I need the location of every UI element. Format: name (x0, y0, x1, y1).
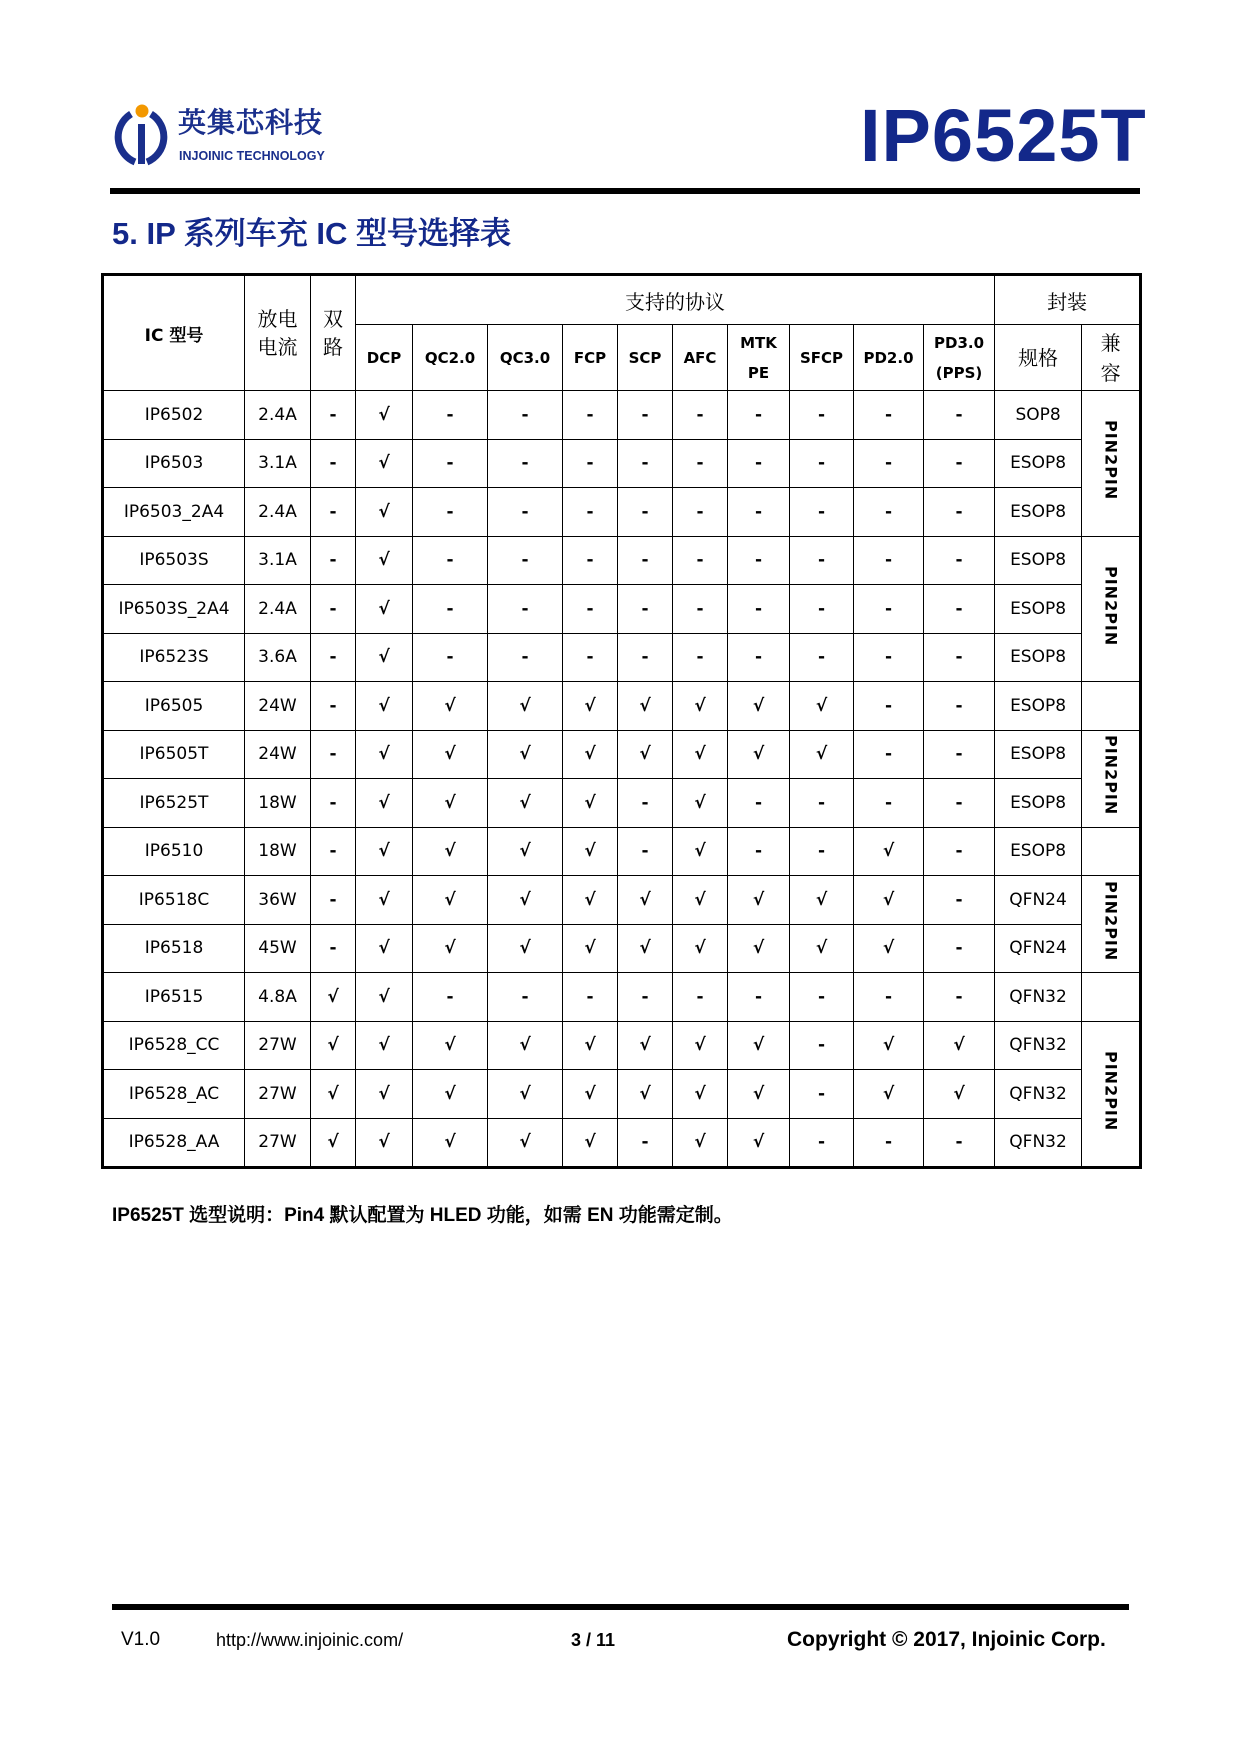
compat-cell (1082, 536, 1141, 682)
package-spec-cell: QFN24 (995, 876, 1082, 925)
protocol-support-cell: √ (673, 779, 728, 828)
current-cell: 4.8A (245, 973, 311, 1022)
protocol-support-cell: √ (673, 730, 728, 779)
protocol-support-cell: √ (673, 876, 728, 925)
protocol-support-cell: - (790, 585, 854, 634)
protocol-support-cell: - (488, 391, 563, 440)
header-dual-port: 双路 (311, 275, 356, 391)
protocol-support-cell: - (854, 536, 924, 585)
protocol-support-cell: - (728, 439, 790, 488)
table-row (103, 536, 1141, 585)
protocol-support-cell: - (790, 391, 854, 440)
protocol-support-cell: √ (854, 1021, 924, 1070)
current-cell: 3.1A (245, 439, 311, 488)
package-spec-cell: QFN24 (995, 924, 1082, 973)
protocol-support-cell: - (790, 827, 854, 876)
header-protocol-qc3-0: QC3.0 (488, 325, 563, 391)
protocol-support-cell: √ (563, 876, 618, 925)
protocol-support-cell: - (563, 439, 618, 488)
protocol-support-cell: √ (413, 827, 488, 876)
protocol-support-cell: - (854, 439, 924, 488)
protocol-support-cell: √ (563, 730, 618, 779)
protocol-support-cell: √ (728, 924, 790, 973)
protocol-support-cell: - (563, 536, 618, 585)
protocol-support-cell: - (790, 973, 854, 1022)
protocol-support-cell: √ (790, 682, 854, 731)
protocol-support-cell: √ (790, 924, 854, 973)
protocol-support-cell: √ (728, 1021, 790, 1070)
table-row (103, 488, 1141, 537)
package-spec-cell: ESOP8 (995, 779, 1082, 828)
header-protocol-dcp: DCP (356, 325, 413, 391)
protocol-support-cell: - (488, 439, 563, 488)
protocol-support-cell: √ (356, 1118, 413, 1168)
compat-cell (1082, 391, 1141, 537)
current-cell: 18W (245, 779, 311, 828)
protocol-support-cell: - (854, 391, 924, 440)
protocol-support-cell: √ (673, 1070, 728, 1119)
package-spec-cell: ESOP8 (995, 682, 1082, 731)
protocol-support-cell: √ (673, 682, 728, 731)
current-cell: 27W (245, 1070, 311, 1119)
protocol-support-cell: - (854, 730, 924, 779)
protocol-support-cell: - (728, 391, 790, 440)
dual-port-cell: - (311, 779, 356, 828)
protocol-support-cell: √ (563, 1070, 618, 1119)
compat-cell (1082, 876, 1141, 973)
dual-port-cell: - (311, 536, 356, 585)
table-row (103, 1118, 1141, 1168)
protocol-support-cell: - (924, 827, 995, 876)
protocol-support-cell: - (673, 536, 728, 585)
protocol-support-cell: √ (413, 1070, 488, 1119)
package-spec-cell: ESOP8 (995, 439, 1082, 488)
protocol-support-cell: - (618, 827, 673, 876)
header-ic-model: IC 型号 (103, 275, 245, 391)
protocol-support-cell: √ (854, 876, 924, 925)
protocol-support-cell: √ (356, 730, 413, 779)
protocol-support-cell: √ (790, 730, 854, 779)
header-package-group: 封装 (995, 275, 1141, 325)
protocol-support-cell: - (413, 585, 488, 634)
header-protocol-qc2-0: QC2.0 (413, 325, 488, 391)
protocol-support-cell: √ (618, 1070, 673, 1119)
header-divider (110, 188, 1140, 194)
protocol-support-cell: √ (924, 1021, 995, 1070)
protocol-support-cell: - (673, 439, 728, 488)
dual-port-cell: - (311, 827, 356, 876)
protocol-support-cell: - (413, 391, 488, 440)
dual-port-cell: - (311, 876, 356, 925)
selection-note: IP6525T 选型说明：Pin4 默认配置为 HLED 功能，如需 EN 功能需定制。 (112, 1205, 733, 1226)
header-discharge-current: 放电电流 (245, 275, 311, 391)
section-title: 5. IP 系列车充 IC 型号选择表 (112, 216, 512, 251)
protocol-support-cell: - (673, 488, 728, 537)
protocol-support-cell: - (413, 633, 488, 682)
header-protocol-afc: AFC (673, 325, 728, 391)
table-row (103, 779, 1141, 828)
current-cell: 3.6A (245, 633, 311, 682)
protocol-support-cell: √ (413, 1118, 488, 1168)
protocol-support-cell: √ (488, 924, 563, 973)
ic-selection-table (101, 273, 1142, 1169)
footer-url-link[interactable]: http://www.injoinic.com/ (216, 1630, 404, 1650)
protocol-support-cell: - (854, 682, 924, 731)
protocol-support-cell: - (563, 585, 618, 634)
package-spec-cell: SOP8 (995, 391, 1082, 440)
protocol-support-cell: - (924, 730, 995, 779)
injoinic-logo-icon (113, 104, 177, 168)
protocol-support-cell: √ (728, 876, 790, 925)
protocol-support-cell: - (854, 973, 924, 1022)
protocol-support-cell: - (854, 779, 924, 828)
ic-model-cell: IP6505T (103, 730, 245, 779)
compat-label: PIN2PIN (1101, 735, 1121, 816)
ic-model-cell: IP6503S (103, 536, 245, 585)
protocol-support-cell: √ (673, 1021, 728, 1070)
protocol-support-cell: - (413, 439, 488, 488)
compat-label: PIN2PIN (1101, 420, 1121, 501)
current-cell: 45W (245, 924, 311, 973)
protocol-support-cell: √ (924, 1070, 995, 1119)
protocol-support-cell: √ (790, 876, 854, 925)
protocol-support-cell: - (854, 633, 924, 682)
footer-version: V1.0 (121, 1629, 161, 1650)
protocol-support-cell: √ (488, 730, 563, 779)
dual-port-cell: - (311, 391, 356, 440)
current-cell: 2.4A (245, 488, 311, 537)
protocol-support-cell: √ (563, 1118, 618, 1168)
dual-port-cell: - (311, 682, 356, 731)
protocol-support-cell: √ (854, 1070, 924, 1119)
compat-label: PIN2PIN (1101, 1050, 1121, 1131)
protocol-support-cell: √ (854, 827, 924, 876)
ic-model-cell: IP6510 (103, 827, 245, 876)
protocol-support-cell: √ (356, 1021, 413, 1070)
table-row (103, 633, 1141, 682)
package-spec-cell: ESOP8 (995, 585, 1082, 634)
protocol-support-cell: - (924, 1118, 995, 1168)
protocol-support-cell: √ (563, 924, 618, 973)
dual-port-cell: - (311, 488, 356, 537)
compat-label: PIN2PIN (1101, 565, 1121, 646)
package-spec-cell: QFN32 (995, 1021, 1082, 1070)
protocol-support-cell: √ (356, 488, 413, 537)
protocol-support-cell: - (790, 633, 854, 682)
compat-label: PIN2PIN (1101, 880, 1121, 962)
protocol-support-cell: - (924, 924, 995, 973)
protocol-support-cell: √ (563, 779, 618, 828)
protocol-support-cell: √ (618, 682, 673, 731)
protocol-support-cell: - (618, 585, 673, 634)
protocol-support-cell: √ (488, 779, 563, 828)
protocol-support-cell: - (790, 1021, 854, 1070)
protocol-support-cell: √ (488, 876, 563, 925)
protocol-support-cell: √ (673, 1118, 728, 1168)
ic-model-cell: IP6525T (103, 779, 245, 828)
protocol-support-cell: - (728, 585, 790, 634)
protocol-support-cell: - (924, 391, 995, 440)
table-row (103, 1021, 1141, 1070)
package-spec-cell: ESOP8 (995, 730, 1082, 779)
protocol-support-cell: √ (563, 1021, 618, 1070)
current-cell: 3.1A (245, 536, 311, 585)
ic-model-cell: IP6502 (103, 391, 245, 440)
current-cell: 2.4A (245, 391, 311, 440)
dual-port-cell: √ (311, 1021, 356, 1070)
protocol-support-cell: - (854, 488, 924, 537)
protocol-support-cell: √ (488, 1021, 563, 1070)
protocol-support-cell: - (924, 439, 995, 488)
protocol-support-cell: √ (673, 924, 728, 973)
table-row (103, 391, 1141, 440)
package-spec-cell: QFN32 (995, 973, 1082, 1022)
protocol-support-cell: √ (488, 1070, 563, 1119)
protocol-support-cell: √ (618, 924, 673, 973)
table-row (103, 682, 1141, 731)
protocol-support-cell: - (673, 633, 728, 682)
protocol-support-cell: - (790, 488, 854, 537)
protocol-support-cell: √ (413, 876, 488, 925)
protocol-support-cell: - (618, 439, 673, 488)
protocol-support-cell: - (790, 779, 854, 828)
header-compat: 兼容 (1082, 325, 1141, 391)
protocol-support-cell: √ (728, 682, 790, 731)
protocol-support-cell: - (618, 1118, 673, 1168)
protocol-support-cell: - (618, 973, 673, 1022)
protocol-support-cell: - (790, 1118, 854, 1168)
table-row (103, 730, 1141, 779)
current-cell: 27W (245, 1118, 311, 1168)
protocol-support-cell: - (854, 1118, 924, 1168)
protocol-support-cell: - (924, 876, 995, 925)
protocol-support-cell: - (488, 973, 563, 1022)
protocol-support-cell: √ (356, 779, 413, 828)
protocol-support-cell: √ (563, 827, 618, 876)
protocol-support-cell: - (413, 973, 488, 1022)
current-cell: 2.4A (245, 585, 311, 634)
protocol-support-cell: √ (488, 827, 563, 876)
compat-cell (1082, 827, 1141, 876)
ic-model-cell: IP6515 (103, 973, 245, 1022)
logo-chinese-name: 英集芯科技 (178, 107, 324, 138)
protocol-support-cell: √ (356, 439, 413, 488)
footer-divider (112, 1604, 1129, 1610)
ic-model-cell: IP6523S (103, 633, 245, 682)
protocol-support-cell: √ (618, 876, 673, 925)
ic-model-cell: IP6503_2A4 (103, 488, 245, 537)
dual-port-cell: √ (311, 1070, 356, 1119)
protocol-support-cell: - (728, 973, 790, 1022)
protocol-support-cell: - (728, 488, 790, 537)
product-title: IP6525T (860, 94, 1147, 177)
protocol-support-cell: √ (356, 1070, 413, 1119)
protocol-support-cell: - (618, 391, 673, 440)
protocol-support-cell: - (618, 536, 673, 585)
protocol-support-cell: √ (854, 924, 924, 973)
protocol-support-cell: √ (413, 1021, 488, 1070)
header-protocol-pd2-0: PD2.0 (854, 325, 924, 391)
ic-model-cell: IP6503 (103, 439, 245, 488)
package-spec-cell: QFN32 (995, 1118, 1082, 1168)
compat-cell (1082, 1021, 1141, 1168)
protocol-support-cell: √ (488, 682, 563, 731)
dual-port-cell: - (311, 730, 356, 779)
protocol-support-cell: - (924, 633, 995, 682)
compat-cell (1082, 682, 1141, 731)
package-spec-cell: ESOP8 (995, 633, 1082, 682)
protocol-support-cell: - (413, 488, 488, 537)
ic-model-cell: IP6528_CC (103, 1021, 245, 1070)
protocol-support-cell: - (673, 973, 728, 1022)
protocol-support-cell: √ (728, 1118, 790, 1168)
protocol-support-cell: - (924, 779, 995, 828)
protocol-support-cell: - (488, 536, 563, 585)
header-protocol-pd3-0-pps-: PD3.0 (PPS) (924, 325, 995, 391)
protocol-support-cell: √ (356, 391, 413, 440)
dual-port-cell: - (311, 439, 356, 488)
dual-port-cell: - (311, 633, 356, 682)
package-spec-cell: QFN32 (995, 1070, 1082, 1119)
footer-page-number: 3 / 11 (571, 1630, 616, 1650)
protocol-support-cell: √ (356, 827, 413, 876)
package-spec-cell: ESOP8 (995, 827, 1082, 876)
protocol-support-cell: - (413, 536, 488, 585)
protocol-support-cell: √ (356, 876, 413, 925)
protocol-support-cell: - (924, 973, 995, 1022)
protocol-support-cell: √ (673, 827, 728, 876)
current-cell: 36W (245, 876, 311, 925)
protocol-support-cell: - (488, 633, 563, 682)
protocol-support-cell: - (924, 682, 995, 731)
protocol-support-cell: - (924, 488, 995, 537)
ic-model-cell: IP6503S_2A4 (103, 585, 245, 634)
current-cell: 24W (245, 730, 311, 779)
table-row (103, 973, 1141, 1022)
header-protocol-fcp: FCP (563, 325, 618, 391)
package-spec-cell: ESOP8 (995, 536, 1082, 585)
footer-copyright: Copyright © 2017, Injoinic Corp. (787, 1628, 1106, 1651)
protocol-support-cell: √ (413, 924, 488, 973)
protocol-support-cell: - (563, 973, 618, 1022)
header-protocol-scp: SCP (618, 325, 673, 391)
protocol-support-cell: √ (356, 973, 413, 1022)
protocol-support-cell: - (563, 633, 618, 682)
protocol-support-cell: √ (356, 633, 413, 682)
protocol-support-cell: - (488, 488, 563, 537)
ic-model-cell: IP6528_AA (103, 1118, 245, 1168)
protocol-support-cell: - (924, 536, 995, 585)
table-row (103, 876, 1141, 925)
protocol-support-cell: √ (488, 1118, 563, 1168)
protocol-support-cell: - (728, 536, 790, 585)
table-row (103, 827, 1141, 876)
protocol-support-cell: √ (563, 682, 618, 731)
protocol-support-cell: √ (413, 779, 488, 828)
protocol-support-cell: √ (356, 924, 413, 973)
ic-model-cell: IP6518 (103, 924, 245, 973)
header-protocol-sfcp: SFCP (790, 325, 854, 391)
dual-port-cell: - (311, 924, 356, 973)
protocol-support-cell: - (924, 585, 995, 634)
protocol-support-cell: - (618, 488, 673, 537)
protocol-support-cell: - (728, 779, 790, 828)
protocol-support-cell: √ (413, 682, 488, 731)
dual-port-cell: √ (311, 1118, 356, 1168)
protocol-support-cell: - (790, 1070, 854, 1119)
protocol-support-cell: - (790, 439, 854, 488)
header-spec: 规格 (995, 325, 1082, 391)
table-row (103, 585, 1141, 634)
dual-port-cell: √ (311, 973, 356, 1022)
protocol-support-cell: √ (356, 585, 413, 634)
dual-port-cell: - (311, 585, 356, 634)
protocol-support-cell: √ (618, 1021, 673, 1070)
compat-cell (1082, 730, 1141, 827)
logo-english-name: INJOINIC TECHNOLOGY (179, 149, 325, 163)
protocol-support-cell: - (728, 633, 790, 682)
current-cell: 18W (245, 827, 311, 876)
table-row (103, 924, 1141, 973)
ic-model-cell: IP6518C (103, 876, 245, 925)
table-row (103, 439, 1141, 488)
protocol-support-cell: - (563, 391, 618, 440)
protocol-support-cell: √ (728, 1070, 790, 1119)
protocol-support-cell: - (673, 585, 728, 634)
package-spec-cell: ESOP8 (995, 488, 1082, 537)
protocol-support-cell: - (790, 536, 854, 585)
protocol-support-cell: - (618, 779, 673, 828)
protocol-support-cell: √ (728, 730, 790, 779)
protocol-support-cell: √ (413, 730, 488, 779)
table-row (103, 1070, 1141, 1119)
protocol-support-cell: √ (618, 730, 673, 779)
protocol-support-cell: - (673, 391, 728, 440)
protocol-support-cell: - (618, 633, 673, 682)
protocol-support-cell: √ (356, 682, 413, 731)
protocol-support-cell: - (563, 488, 618, 537)
header-protocols-group: 支持的协议 (356, 275, 995, 325)
protocol-support-cell: - (728, 827, 790, 876)
compat-cell (1082, 973, 1141, 1022)
ic-model-cell: IP6505 (103, 682, 245, 731)
ic-model-cell: IP6528_AC (103, 1070, 245, 1119)
header-protocol-mtk-pe: MTK PE (728, 325, 790, 391)
protocol-support-cell: - (488, 585, 563, 634)
protocol-support-cell: - (854, 585, 924, 634)
current-cell: 27W (245, 1021, 311, 1070)
current-cell: 24W (245, 682, 311, 731)
protocol-support-cell: √ (356, 536, 413, 585)
